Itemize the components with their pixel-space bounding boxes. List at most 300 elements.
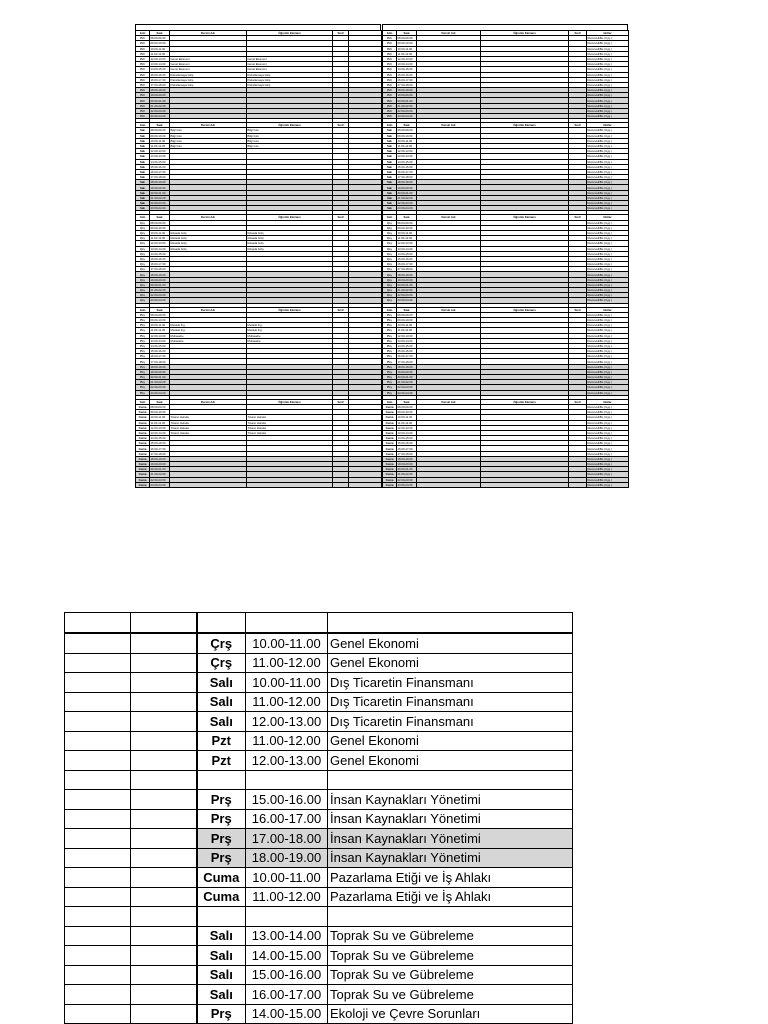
table-row — [65, 926, 573, 946]
mini-row — [383, 482, 629, 487]
mini-header-cell: Saat — [397, 123, 417, 128]
time-cell: 10.00-11.00 — [246, 868, 328, 888]
mini-cell: Ticaret Hukuku — [247, 430, 333, 435]
mini-cell: Bilgi Güv. — [170, 128, 247, 133]
mini-cell: Rezerveli/Bo (Uyg.) — [587, 225, 629, 230]
mini-cell: Muhasebe — [247, 338, 333, 343]
mini-header-cell: Notlar — [587, 123, 629, 128]
mini-header-cell: Saat — [150, 399, 170, 404]
mini-header-cell: Dersin Adı — [417, 123, 481, 128]
mini-cell: Rezerveli/Bo (Uyg.) — [587, 430, 629, 435]
day-cell — [197, 907, 246, 927]
mini-cell: Rezerveli/Bo (Uyg.) — [587, 77, 629, 82]
day-cell: Prş — [197, 790, 246, 810]
day-cell: Salı — [197, 985, 246, 1005]
mini-cell: 08.00-09.00 — [150, 128, 170, 133]
header-cell — [131, 613, 197, 634]
mini-cell: Pzt — [136, 36, 150, 41]
mini-cell: Cuma — [136, 404, 150, 409]
mini-cell: Cuma — [136, 436, 150, 441]
mini-header-cell: Saat — [397, 307, 417, 312]
mini-cell: Cuma — [136, 441, 150, 446]
mini-cell: İktisada Giriş — [170, 246, 247, 251]
mini-cell: 08.00-09.00 — [397, 128, 417, 133]
mini-cell: Salı — [383, 206, 397, 211]
schedule-grid — [64, 612, 573, 1024]
day-cell: Prş — [197, 848, 246, 868]
mini-cell: Prş — [383, 323, 397, 328]
empty-cell — [65, 692, 131, 712]
mini-header-cell: Saat — [397, 31, 417, 36]
mini-cell: 15.00-16.00 — [397, 349, 417, 354]
mini-cell: Prş — [136, 380, 150, 385]
mini-cell: Prş — [383, 359, 397, 364]
mini-cell: Cuma — [383, 415, 397, 420]
mini-cell: Cuma — [383, 420, 397, 425]
mini-cell: Salı — [383, 143, 397, 148]
mini-cell: Rezerveli/Bo (Uyg.) — [587, 190, 629, 195]
mini-cell: 14.00-15.00 — [397, 67, 417, 72]
mini-cell: Cuma — [136, 451, 150, 456]
time-cell: 10.00-11.00 — [246, 673, 328, 693]
mini-cell: 09.00-10.00 — [150, 133, 170, 138]
mini-header-cell: Öğretim Elemanı — [481, 31, 569, 36]
mini-cell: Çrş — [136, 282, 150, 287]
mini-cell: Rezerveli/Bo (Uyg.) — [587, 451, 629, 456]
mini-cell: Cuma — [136, 472, 150, 477]
day-cell: Prş — [197, 809, 246, 829]
mini-cell: 16.00-17.00 — [397, 354, 417, 359]
mini-cell: 23.00-24.00 — [397, 482, 417, 487]
mini-cell: Prş — [383, 312, 397, 317]
mini-header-cell: Saat — [150, 307, 170, 312]
mini-cell: Salı — [136, 128, 150, 133]
mini-cell: Çrş — [383, 225, 397, 230]
mini-cell: Muhasebe — [170, 333, 247, 338]
mini-cell: 14.00-15.00 — [150, 436, 170, 441]
mini-cell: Çrş — [136, 246, 150, 251]
mini-cell: Salı — [136, 169, 150, 174]
mini-cell: 19.00-20.00 — [150, 369, 170, 374]
mini-cell: Rezerveli/Bo (Uyg.) — [587, 56, 629, 61]
mini-cell: 21.00-22.00 — [397, 472, 417, 477]
mini-cell: Cuma — [383, 456, 397, 461]
course-cell: Dış Ticaretin Finansmanı — [328, 673, 573, 693]
mini-cell: Pzt — [383, 67, 397, 72]
mini-cell: 11.00-12.00 — [397, 328, 417, 333]
mini-cell: Rezerveli/Bo (Uyg.) — [587, 390, 629, 395]
day-cell: Salı — [197, 673, 246, 693]
table-row — [65, 673, 573, 693]
mini-header-cell: Sınıf — [569, 307, 587, 312]
mini-header-cell: Gün — [383, 399, 397, 404]
mini-cell: Cuma — [136, 430, 150, 435]
mini-cell: 09.00-10.00 — [150, 410, 170, 415]
mini-cell: Bilgi Güv. — [170, 143, 247, 148]
mini-cell: 21.00-22.00 — [150, 380, 170, 385]
mini-cell: Rezerveli/Bo (Uyg.) — [587, 195, 629, 200]
mini-cell: Çrş — [136, 230, 150, 235]
mini-cell: Prş — [136, 390, 150, 395]
mini-header-cell: Saat — [150, 123, 170, 128]
mini-cell: Rezerveli/Bo (Uyg.) — [587, 93, 629, 98]
mini-cell: 21.00-22.00 — [150, 195, 170, 200]
mini-cell: Salı — [136, 201, 150, 206]
mini-cell: 16.00-17.00 — [150, 262, 170, 267]
table-row — [65, 829, 573, 849]
mini-cell: 11.00-12.00 — [150, 420, 170, 425]
mini-cell: 10.00-11.00 — [150, 46, 170, 51]
mini-cell: Pazarlamaya Giriş — [170, 82, 247, 87]
mini-cell: 16.00-17.00 — [150, 169, 170, 174]
mini-header-cell: Saat — [397, 215, 417, 220]
header-cell — [197, 613, 246, 634]
course-cell: Genel Ekonomi — [328, 633, 573, 653]
mini-header-cell: Sınıf — [333, 123, 349, 128]
mini-cell: Rezerveli/Bo (Uyg.) — [587, 333, 629, 338]
mini-cell: Çrş — [136, 267, 150, 272]
mini-cell: 23.00-24.00 — [397, 298, 417, 303]
day-cell: Salı — [197, 712, 246, 732]
mini-cell: 20.00-21.00 — [397, 467, 417, 472]
mini-header-cell: Sınıf — [569, 215, 587, 220]
mini-cell: Bilgi Güv. — [247, 133, 333, 138]
day-cell: Pzt — [197, 731, 246, 751]
mini-cell: Salı — [383, 175, 397, 180]
mini-header-cell: Notlar — [587, 399, 629, 404]
empty-cell — [65, 712, 131, 732]
mini-cell: Rezerveli/Bo (Uyg.) — [587, 67, 629, 72]
mini-cell: Salı — [136, 185, 150, 190]
mini-cell: 10.00-11.00 — [397, 230, 417, 235]
mini-cell: Salı — [136, 149, 150, 154]
mini-cell: Pzt — [136, 82, 150, 87]
empty-cell — [131, 965, 197, 985]
mini-cell: Pzt — [136, 51, 150, 56]
mini-cell: Pzt — [383, 46, 397, 51]
mini-cell: Ticaret Hukuku — [170, 415, 247, 420]
mini-header-cell: Öğretim Elemanı — [247, 215, 333, 220]
mini-cell: 10.00-11.00 — [150, 415, 170, 420]
mini-cell: Pazarlamaya Giriş — [247, 82, 333, 87]
table-row — [65, 965, 573, 985]
course-cell: Genel Ekonomi — [328, 653, 573, 673]
mini-cell: Pzt — [136, 46, 150, 51]
mini-cell: 21.00-22.00 — [397, 380, 417, 385]
mini-cell: 10.00-11.00 — [397, 46, 417, 51]
mini-cell: 22.00-23.00 — [397, 385, 417, 390]
mini-cell: Rezerveli/Bo (Uyg.) — [587, 456, 629, 461]
mini-cell: 09.00-10.00 — [397, 225, 417, 230]
mini-cell: Prş — [383, 328, 397, 333]
mini-cell: Pzt — [136, 98, 150, 103]
course-cell: İnsan Kaynakları Yönetimi — [328, 848, 573, 868]
mini-cell: Rezerveli/Bo (Uyg.) — [587, 185, 629, 190]
mini-cell: Prş — [136, 354, 150, 359]
mini-cell: 16.00-17.00 — [150, 446, 170, 451]
mini-cell: Mesleki İng. — [247, 328, 333, 333]
mini-cell: Rezerveli/Bo (Uyg.) — [587, 169, 629, 174]
mini-cell: Pzt — [383, 77, 397, 82]
mini-cell: İktisada Giriş — [170, 230, 247, 235]
empty-cell — [65, 926, 131, 946]
empty-cell — [131, 946, 197, 966]
mini-cell: Çrş — [383, 272, 397, 277]
mini-cell: Pzt — [136, 103, 150, 108]
empty-cell — [131, 731, 197, 751]
mini-header-cell: Sınıf — [333, 31, 349, 36]
empty-cell — [131, 868, 197, 888]
mini-cell: Rezerveli/Bo (Uyg.) — [587, 241, 629, 246]
mini-cell: Rezerveli/Bo (Uyg.) — [587, 410, 629, 415]
mini-cell: Pzt — [136, 72, 150, 77]
mini-cell: Rezerveli/Bo (Uyg.) — [587, 246, 629, 251]
empty-cell — [131, 829, 197, 849]
empty-cell — [65, 731, 131, 751]
mini-cell: Rezerveli/Bo (Uyg.) — [587, 251, 629, 256]
time-cell: 12.00-13.00 — [246, 712, 328, 732]
mini-cell: Çrş — [136, 256, 150, 261]
mini-cell: Cuma — [383, 477, 397, 482]
mini-header-cell: Dersin Adı — [170, 31, 247, 36]
mini-cell: 13.00-14.00 — [397, 430, 417, 435]
mini-cell: 11.00-12.00 — [397, 143, 417, 148]
mini-cell: 14.00-15.00 — [397, 159, 417, 164]
mini-cell: Genel Ekonomi — [170, 67, 247, 72]
mini-cell: 20.00-21.00 — [150, 375, 170, 380]
course-cell: Dış Ticaretin Finansmanı — [328, 692, 573, 712]
mini-cell: Ticaret Hukuku — [247, 425, 333, 430]
mini-header-cell: Dersin Adı — [417, 31, 481, 36]
empty-cell — [131, 633, 197, 653]
mini-cell: 10.00-11.00 — [397, 138, 417, 143]
mini-cell: 11.00-12.00 — [150, 143, 170, 148]
mini-header-cell: Dersin Adı — [417, 215, 481, 220]
empty-cell — [131, 887, 197, 907]
mini-header-cell: Notlar — [587, 307, 629, 312]
mini-cell: Rezerveli/Bo (Uyg.) — [587, 256, 629, 261]
mini-cell: 17.00-18.00 — [150, 82, 170, 87]
time-cell: 16.00-17.00 — [246, 985, 328, 1005]
mini-cell: Prş — [136, 338, 150, 343]
mini-cell: 17.00-18.00 — [150, 359, 170, 364]
mini-cell: 08.00-09.00 — [150, 312, 170, 317]
mini-cell: Rezerveli/Bo (Uyg.) — [587, 98, 629, 103]
course-cell — [328, 770, 573, 790]
mini-header-cell: Saat — [150, 215, 170, 220]
mini-cell: Rezerveli/Bo (Uyg.) — [587, 220, 629, 225]
empty-cell — [131, 848, 197, 868]
empty-cell — [131, 926, 197, 946]
mini-header-cell: Sınıf — [569, 399, 587, 404]
mini-cell: Pzt — [136, 93, 150, 98]
mini-cell: 22.00-23.00 — [397, 477, 417, 482]
mini-cell: 17.00-18.00 — [397, 451, 417, 456]
mini-cell: Salı — [383, 159, 397, 164]
mini-cell: 10.00-11.00 — [397, 415, 417, 420]
time-cell: 10.00-11.00 — [246, 633, 328, 653]
mini-cell: Çrş — [136, 293, 150, 298]
table-header-row — [65, 613, 573, 634]
mini-cell: 13.00-14.00 — [150, 430, 170, 435]
mini-cell: 22.00-23.00 — [150, 477, 170, 482]
mini-cell: Pzt — [136, 108, 150, 113]
mini-cell: Salı — [383, 133, 397, 138]
mini-cell: 23.00-24.00 — [150, 482, 170, 487]
mini-cell: Bilgi Güv. — [247, 143, 333, 148]
mini-cell: 10.00-11.00 — [150, 230, 170, 235]
empty-cell — [131, 790, 197, 810]
mini-cell: 12.00-13.00 — [397, 241, 417, 246]
table-row — [65, 985, 573, 1005]
mini-cell: 12.00-13.00 — [150, 425, 170, 430]
mini-cell: 12.00-13.00 — [150, 56, 170, 61]
mini-cell: Rezerveli/Bo (Uyg.) — [587, 72, 629, 77]
mini-cell: Rezerveli/Bo (Uyg.) — [587, 359, 629, 364]
course-cell: Dış Ticaretin Finansmanı — [328, 712, 573, 732]
time-cell: 14.00-15.00 — [246, 1004, 328, 1024]
mini-cell: Cuma — [383, 472, 397, 477]
mini-cell: Çrş — [383, 220, 397, 225]
table-row — [65, 633, 573, 653]
mini-cell: 18.00-19.00 — [397, 88, 417, 93]
course-cell: Toprak Su ve Gübreleme — [328, 926, 573, 946]
mini-cell: 13.00-14.00 — [397, 154, 417, 159]
mini-cell: Rezerveli/Bo (Uyg.) — [587, 420, 629, 425]
mini-cell: 22.00-23.00 — [397, 293, 417, 298]
mini-cell: 13.00-14.00 — [150, 338, 170, 343]
mini-cell: İktisada Giriş — [170, 236, 247, 241]
time-cell: 15.00-16.00 — [246, 965, 328, 985]
mini-cell: Pzt — [136, 67, 150, 72]
mini-cell: Salı — [383, 138, 397, 143]
table-row — [65, 946, 573, 966]
mini-cell: Çrş — [383, 288, 397, 293]
mini-cell: İktisada Giriş — [170, 241, 247, 246]
mini-cell: Rezerveli/Bo (Uyg.) — [587, 46, 629, 51]
mini-cell: Cuma — [383, 410, 397, 415]
mini-cell: Bilgi Güv. — [247, 128, 333, 133]
mini-header-cell: Dersin Adı — [417, 307, 481, 312]
mini-cell: Cuma — [383, 451, 397, 456]
table-row — [65, 887, 573, 907]
mini-cell: Rezerveli/Bo (Uyg.) — [587, 138, 629, 143]
mini-cell: Salı — [383, 201, 397, 206]
empty-cell — [65, 985, 131, 1005]
mini-header-cell: Gün — [383, 123, 397, 128]
mini-cell: Rezerveli/Bo (Uyg.) — [587, 312, 629, 317]
mini-cell: Pzt — [383, 98, 397, 103]
header-cell — [246, 613, 328, 634]
mini-cell: 16.00-17.00 — [397, 446, 417, 451]
header-cell — [65, 613, 131, 634]
mini-cell: 19.00-20.00 — [397, 277, 417, 282]
mini-cell: 08.00-09.00 — [150, 404, 170, 409]
mini-cell: 20.00-21.00 — [150, 282, 170, 287]
empty-cell — [65, 653, 131, 673]
mini-cell: 19.00-20.00 — [397, 369, 417, 374]
mini-cell: Mesleki İng. — [170, 323, 247, 328]
mini-cell: 18.00-19.00 — [397, 180, 417, 185]
mini-cell: Salı — [383, 128, 397, 133]
mini-cell: 15.00-16.00 — [150, 72, 170, 77]
mini-cell: Cuma — [383, 425, 397, 430]
mini-cell: 14.00-15.00 — [150, 343, 170, 348]
day-cell: Cuma — [197, 868, 246, 888]
mini-cell: Çrş — [136, 277, 150, 282]
mini-cell: Bilgi Güv. — [170, 138, 247, 143]
mini-cell: 12.00-13.00 — [397, 425, 417, 430]
schedule-table — [64, 612, 572, 1024]
mini-header-cell: Öğretim Elemanı — [247, 123, 333, 128]
mini-cell: Bilgi Güv. — [170, 133, 247, 138]
mini-cell: Pzt — [383, 72, 397, 77]
mini-cell: 15.00-16.00 — [397, 256, 417, 261]
mini-cell: 12.00-13.00 — [397, 333, 417, 338]
empty-cell — [65, 848, 131, 868]
mini-cell: Cuma — [136, 410, 150, 415]
mini-cell: 16.00-17.00 — [397, 262, 417, 267]
course-cell: Toprak Su ve Gübreleme — [328, 965, 573, 985]
mini-cell: Salı — [136, 143, 150, 148]
time-cell: 11.00-12.00 — [246, 887, 328, 907]
day-cell: Çrş — [197, 633, 246, 653]
mini-cell: Rezerveli/Bo (Uyg.) — [587, 201, 629, 206]
mini-cell: 19.00-20.00 — [150, 277, 170, 282]
mini-cell: 22.00-23.00 — [150, 201, 170, 206]
mini-cell: 21.00-22.00 — [397, 103, 417, 108]
mini-cell — [247, 482, 333, 487]
table-row — [65, 712, 573, 732]
mini-cell: Cuma — [383, 462, 397, 467]
mini-cell: Prş — [383, 343, 397, 348]
empty-cell — [65, 829, 131, 849]
mini-cell: Cuma — [136, 462, 150, 467]
mini-cell: İktisada Giriş — [247, 236, 333, 241]
mini-cell: Rezerveli/Bo (Uyg.) — [587, 482, 629, 487]
mini-cell: Rezerveli/Bo (Uyg.) — [587, 328, 629, 333]
mini-header-cell: Öğretim Elemanı — [481, 307, 569, 312]
mini-cell: 16.00-17.00 — [150, 77, 170, 82]
mini-cell: 18.00-19.00 — [150, 272, 170, 277]
mini-cell: 10.00-11.00 — [150, 138, 170, 143]
mini-cell: Rezerveli/Bo (Uyg.) — [587, 446, 629, 451]
mini-cell: Çrş — [383, 267, 397, 272]
mini-cell: 23.00-24.00 — [397, 114, 417, 119]
mini-cell: Cuma — [383, 446, 397, 451]
mini-cell: 22.00-23.00 — [150, 385, 170, 390]
day-cell: Çrş — [197, 653, 246, 673]
mini-cell: Rezerveli/Bo (Uyg.) — [587, 415, 629, 420]
mini-cell: Çrş — [136, 262, 150, 267]
table-row — [65, 731, 573, 751]
mini-cell: 13.00-14.00 — [150, 154, 170, 159]
time-cell: 12.00-13.00 — [246, 751, 328, 771]
empty-cell — [131, 770, 197, 790]
mini-cell: Rezerveli/Bo (Uyg.) — [587, 317, 629, 322]
mini-header-cell: Sınıf — [569, 31, 587, 36]
mini-cell: Prş — [136, 343, 150, 348]
mini-cell: 22.00-23.00 — [397, 108, 417, 113]
empty-cell — [131, 712, 197, 732]
mini-cell: Cuma — [136, 456, 150, 461]
mini-cell: 17.00-18.00 — [150, 451, 170, 456]
mini-header-cell: Öğretim Elemanı — [481, 215, 569, 220]
mini-cell: 17.00-18.00 — [397, 82, 417, 87]
time-cell — [246, 770, 328, 790]
mini-cell: 18.00-19.00 — [150, 456, 170, 461]
mini-cell: Prş — [136, 375, 150, 380]
